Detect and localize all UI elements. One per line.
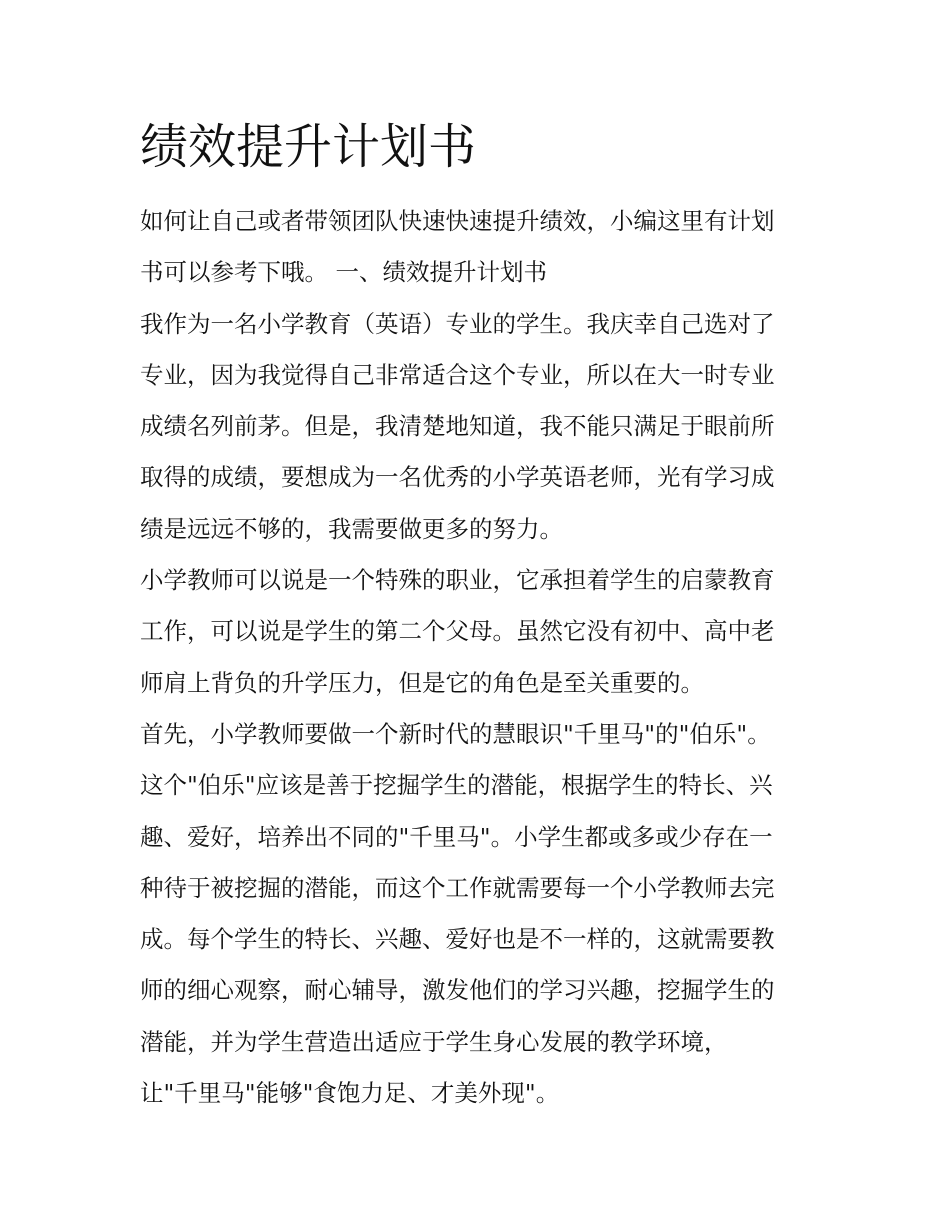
body-line: 书可以参考下哦。 一、绩效提升计划书 — [140, 258, 547, 287]
body-line: 小学教师可以说是一个特殊的职业，它承担着学生的启蒙教育 — [140, 566, 775, 595]
body-line: 取得的成绩，要想成为一名优秀的小学英语老师，光有学习成 — [140, 463, 775, 492]
body-line: 首先，小学教师要做一个新时代的慧眼识"千里马"的"伯乐"。 — [140, 719, 771, 748]
body-line: 如何让自己或者带领团队快速快速提升绩效，小编这里有计划 — [140, 207, 775, 235]
body-line: 师的细心观察，耐心辅导，激发他们的学习兴趣，挖掘学生的 — [140, 976, 775, 1005]
body-line: 成绩名列前茅。但是，我清楚地知道，我不能只满足于眼前所 — [140, 412, 775, 441]
body-line: 这个"伯乐"应该是善于挖掘学生的潜能，根据学生的特长、兴 — [140, 771, 773, 800]
body-line: 专业，因为我觉得自己非常适合这个专业，所以在大一时专业 — [140, 360, 775, 389]
body-line: 我作为一名小学教育（英语）专业的学生。我庆幸自己选对了 — [140, 309, 775, 338]
document-body — [140, 196, 815, 1119]
body-line: 师肩上背负的升学压力，但是它的角色是至关重要的。 — [140, 668, 704, 697]
body-line: 趣、爱好，培养出不同的"千里马"。小学生都或多或少存在一 — [140, 822, 773, 851]
body-line: 种待于被挖掘的潜能，而这个工作就需要每一个小学教师去完 — [140, 873, 775, 902]
body-line: 潜能，并为学生营造出适应于学生身心发展的教学环境， — [140, 1027, 728, 1056]
body-line: 让"千里马"能够"食饱力足、才美外现"。 — [140, 1079, 560, 1108]
body-line: 绩是远远不够的，我需要做更多的努力。 — [140, 514, 563, 543]
body-line: 成。每个学生的特长、兴趣、爱好也是不一样的，这就需要教 — [140, 925, 775, 954]
body-line: 工作，可以说是学生的第二个父母。虽然它没有初中、高中老 — [140, 617, 775, 646]
document-title: 绩效提升计划书 — [140, 119, 477, 175]
